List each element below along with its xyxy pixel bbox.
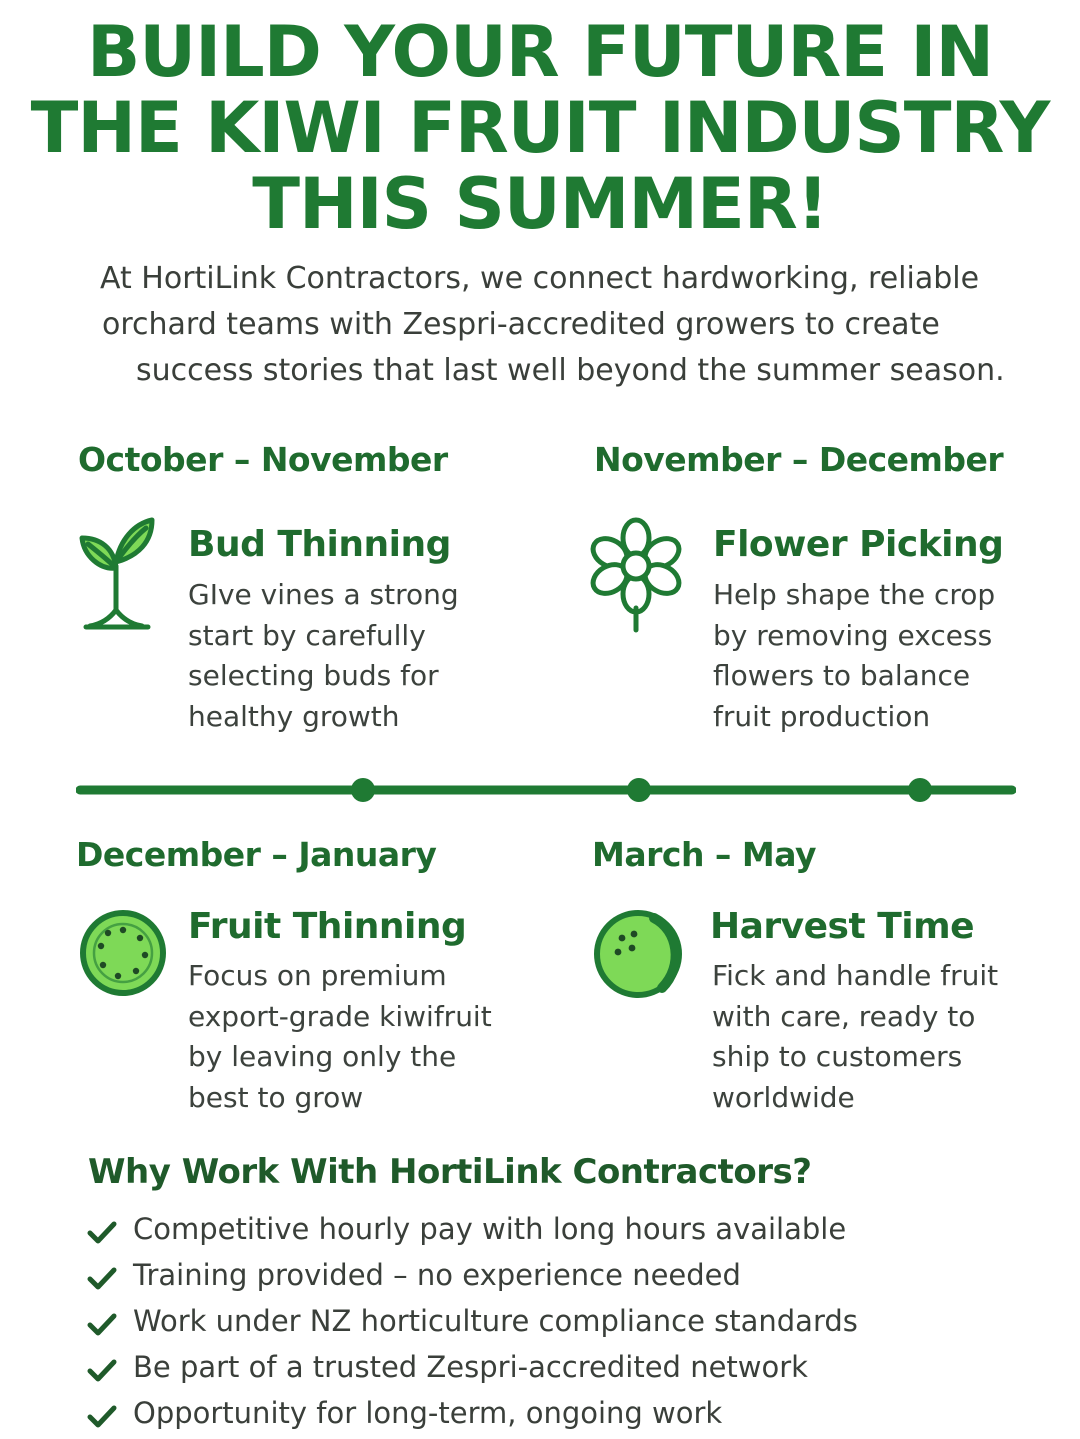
checkmark-icon	[86, 1220, 118, 1246]
checkmark-icon	[86, 1266, 118, 1292]
benefits-list	[86, 1210, 1046, 1439]
flower-icon	[586, 516, 686, 634]
checkmark-icon	[86, 1404, 118, 1430]
benefit-item	[86, 1210, 1046, 1256]
description-line: start by carefully	[188, 618, 426, 652]
stage-title: Fruit Thinning	[188, 906, 467, 947]
description-line: best to grow	[188, 1080, 364, 1114]
benefit-text: Be part of a trusted Zespri-accredited network	[133, 1350, 808, 1384]
description-line: fruit production	[713, 699, 931, 733]
stage-description	[188, 956, 492, 1118]
why-section-title: Why Work With HortiLink Contractors?	[88, 1152, 812, 1192]
intro-line-3: success stories that last well beyond the summer season.	[136, 353, 1005, 388]
benefit-text: Work under NZ horticulture compliance standards	[133, 1304, 858, 1338]
checkmark-icon	[86, 1358, 118, 1384]
intro-line-1: At HortiLink Contractors, we connect hardworking, reliable	[100, 261, 980, 296]
benefit-item	[86, 1256, 1046, 1302]
description-line: Help shape the crop	[713, 578, 996, 611]
description-line: GIve vines a strong	[188, 578, 459, 611]
description-line: by leaving only the	[188, 1040, 457, 1073]
headline-line-2: THE KIWI FRUIT INDUSTRY	[30, 87, 1050, 169]
timeline-dot	[627, 778, 651, 802]
benefit-item	[86, 1348, 1046, 1394]
stage-title: Harvest Time	[710, 906, 975, 947]
stage-description	[188, 575, 459, 737]
intro-paragraph	[0, 256, 1080, 394]
stage-description	[713, 575, 995, 737]
benefit-text: Competitive hourly pay with long hours available	[133, 1212, 847, 1246]
headline-line-1: BUILD YOUR FUTURE IN	[86, 11, 994, 93]
kiwi-fruit-icon	[592, 908, 684, 1000]
checkmark-icon	[86, 1312, 118, 1338]
description-line: worldwide	[712, 1080, 855, 1114]
description-line: export-grade kiwifruit	[188, 999, 492, 1033]
headline-line-3: THIS SUMMER!	[252, 163, 828, 245]
description-line: with care, ready to	[712, 999, 976, 1033]
description-line: flowers to balance	[713, 659, 971, 692]
headline	[0, 11, 1080, 245]
timeline-dot	[908, 778, 932, 802]
period-label: March – May	[592, 835, 817, 874]
description-line: ship to customers	[712, 1040, 963, 1073]
description-line: selecting buds for	[188, 659, 439, 692]
timeline-dot	[351, 778, 375, 802]
description-line: Focus on premium	[188, 959, 447, 992]
benefit-item	[86, 1394, 1046, 1439]
description-line: by removing excess	[713, 618, 993, 652]
benefit-text: Opportunity for long-term, ongoing work	[133, 1396, 723, 1430]
description-line: healthy growth	[188, 699, 400, 733]
timeline	[76, 768, 1016, 812]
stage-title: Flower Picking	[713, 524, 1004, 565]
description-line: Fick and handle fruit	[712, 959, 999, 992]
stage-description	[712, 956, 998, 1118]
kiwi-slice-icon	[78, 908, 168, 998]
period-label: December – January	[76, 835, 437, 874]
period-label: October – November	[78, 440, 448, 479]
benefit-item	[86, 1302, 1046, 1348]
seedling-icon	[76, 516, 156, 632]
intro-line-2: orchard teams with Zespri-accredited growers to create	[102, 307, 940, 342]
stage-title: Bud Thinning	[188, 524, 451, 565]
period-label: November – December	[594, 440, 1004, 479]
benefit-text: Training provided – no experience needed	[133, 1258, 741, 1292]
